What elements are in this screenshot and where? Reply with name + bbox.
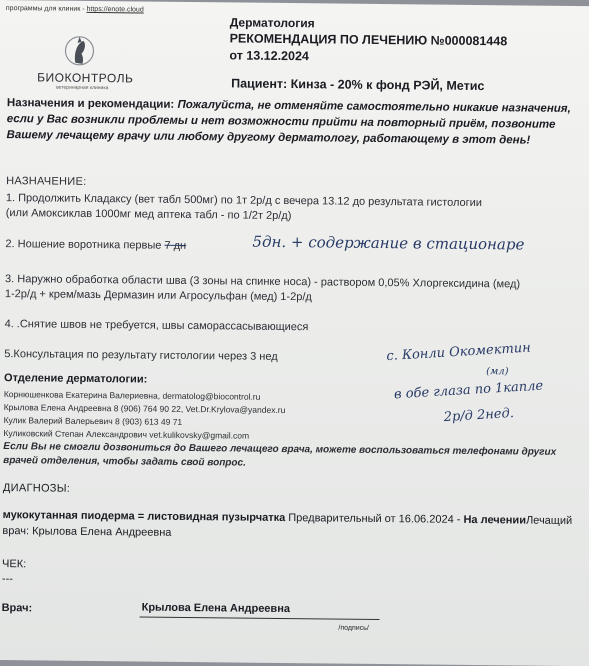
handwritten-eye-drops-line-3: в обе глаза по 1капле: [393, 378, 544, 403]
department-title: Дерматология: [229, 15, 315, 31]
prescription-heading: НАЗНАЧЕНИЕ:: [6, 175, 87, 188]
handwritten-eye-drops-line-1: с. Конли Окомектин: [386, 340, 532, 365]
clinic-software-link[interactable]: [6, 5, 144, 13]
handwritten-eye-drops-line-2: (мл): [486, 366, 509, 378]
diagnosis-status-tail: На лечении: [463, 513, 527, 527]
clinic-logo-icon: [53, 33, 134, 104]
staff-entry: Куликовский Степан Александрович vet.kulikovsky@gmail.com: [3, 428, 250, 441]
diagnosis-name: мукокутанная пиодерма = листовидная пузырчатка: [2, 509, 286, 525]
signature-doctor: Крылова Елена Андреевна: [141, 601, 291, 616]
diagnosis-block: [2, 507, 582, 545]
diagnosis-status: Предварительный от 16.06.2024 -: [285, 512, 464, 526]
recommendations-block: [7, 95, 582, 149]
document-date: от 13.12.2024: [229, 48, 309, 64]
signature-label: Врач:: [1, 602, 33, 615]
check-value: ---: [1, 573, 13, 586]
recommendations-text: Пожалуйста, не отменяйте самостоятельно никакие назначения, если у Вас возникли проблемы и нет возможности прийти на повторный приём, позвоните Вашему лечащему врачу или любому другому дерматологу, работающему в этот день!: [6, 98, 571, 147]
staff-entry: Крылова Елена Андреевна 8 (906) 764 90 22, Vet.Dr.Krylova@yandex.ru: [3, 402, 286, 416]
staff-entry: Кулик Валерий Валерьевич 8 (903) 613 49 71: [3, 415, 183, 427]
department-staff-heading: Отделение дерматологии:: [3, 372, 148, 386]
prescription-item-2-struck: 7 дн: [164, 239, 187, 252]
clinic-link-url[interactable]: https://enote.cloud: [86, 5, 144, 14]
prescription-item-4: 4. .Снятие швов не требуется, швы саморассасывающиеся: [4, 318, 309, 334]
signature-caption: /подпись/: [338, 624, 369, 632]
prescription-item-5: 5.Консультация по результату гистологии через 3 нед: [4, 348, 278, 363]
diagnosis-doctor: Лечащий врач: Крылова Елена Андреевна: [2, 514, 573, 539]
staff-entry: Корнюшенкова Екатерина Валериевна, dermatolog@biocontrol.ru: [3, 389, 261, 402]
prescription-item-2: [5, 238, 186, 252]
document-title: РЕКОМЕНДАЦИЯ ПО ЛЕЧЕНИЮ №000081448: [229, 31, 508, 49]
patient-line: Пациент: Кинза - 20% к фонд РЭЙ, Метис: [231, 76, 485, 94]
clinic-link-prefix: программы для клиник -: [5, 5, 87, 13]
recommendations-heading: Назначения и рекомендации:: [6, 97, 175, 111]
check-heading: ЧЕК:: [2, 558, 27, 571]
logo-name: БИОКОНТРОЛЬ: [37, 70, 134, 86]
prescription-item-3-line-1: 3. Наружно обработка области шва (3 зоны на спинке носа) - раствором 0,05% Хлоргексидина (мед): [5, 273, 521, 291]
contact-note: Если Вы не смогли дозвониться до Вашего лечащего врача, можете воспользоваться телефонами других врачей отделения, чтобы задать свой вопрос.: [3, 441, 557, 469]
logo-subtitle: ветеринарная клиника: [56, 84, 109, 92]
prescription-item-1-line-2: (или Амоксиклав 1000мг мед аптека табл - по 1/2т 2р/д): [5, 207, 292, 223]
signature-line: [140, 616, 380, 620]
diagnosis-heading: ДИАГНОЗЫ:: [2, 482, 71, 495]
prescription-item-1-line-1: 1. Продолжить Кладаксу (вет табл 500мг) по 1т 2р/д с вечера 13.12 до результата гистологии: [5, 192, 483, 210]
prescription-item-3-line-2: 1-2р/д + крем/мазь Дермазин или Агросульфан (мед) 1-2р/д: [4, 288, 312, 304]
prescription-item-2-text: 2. Ношение воротника первые: [5, 238, 165, 252]
handwritten-eye-drops-line-4: 2р/д 2нед.: [443, 405, 515, 426]
handwritten-collar-note: 5дн. + содержание в стационаре: [252, 232, 525, 254]
